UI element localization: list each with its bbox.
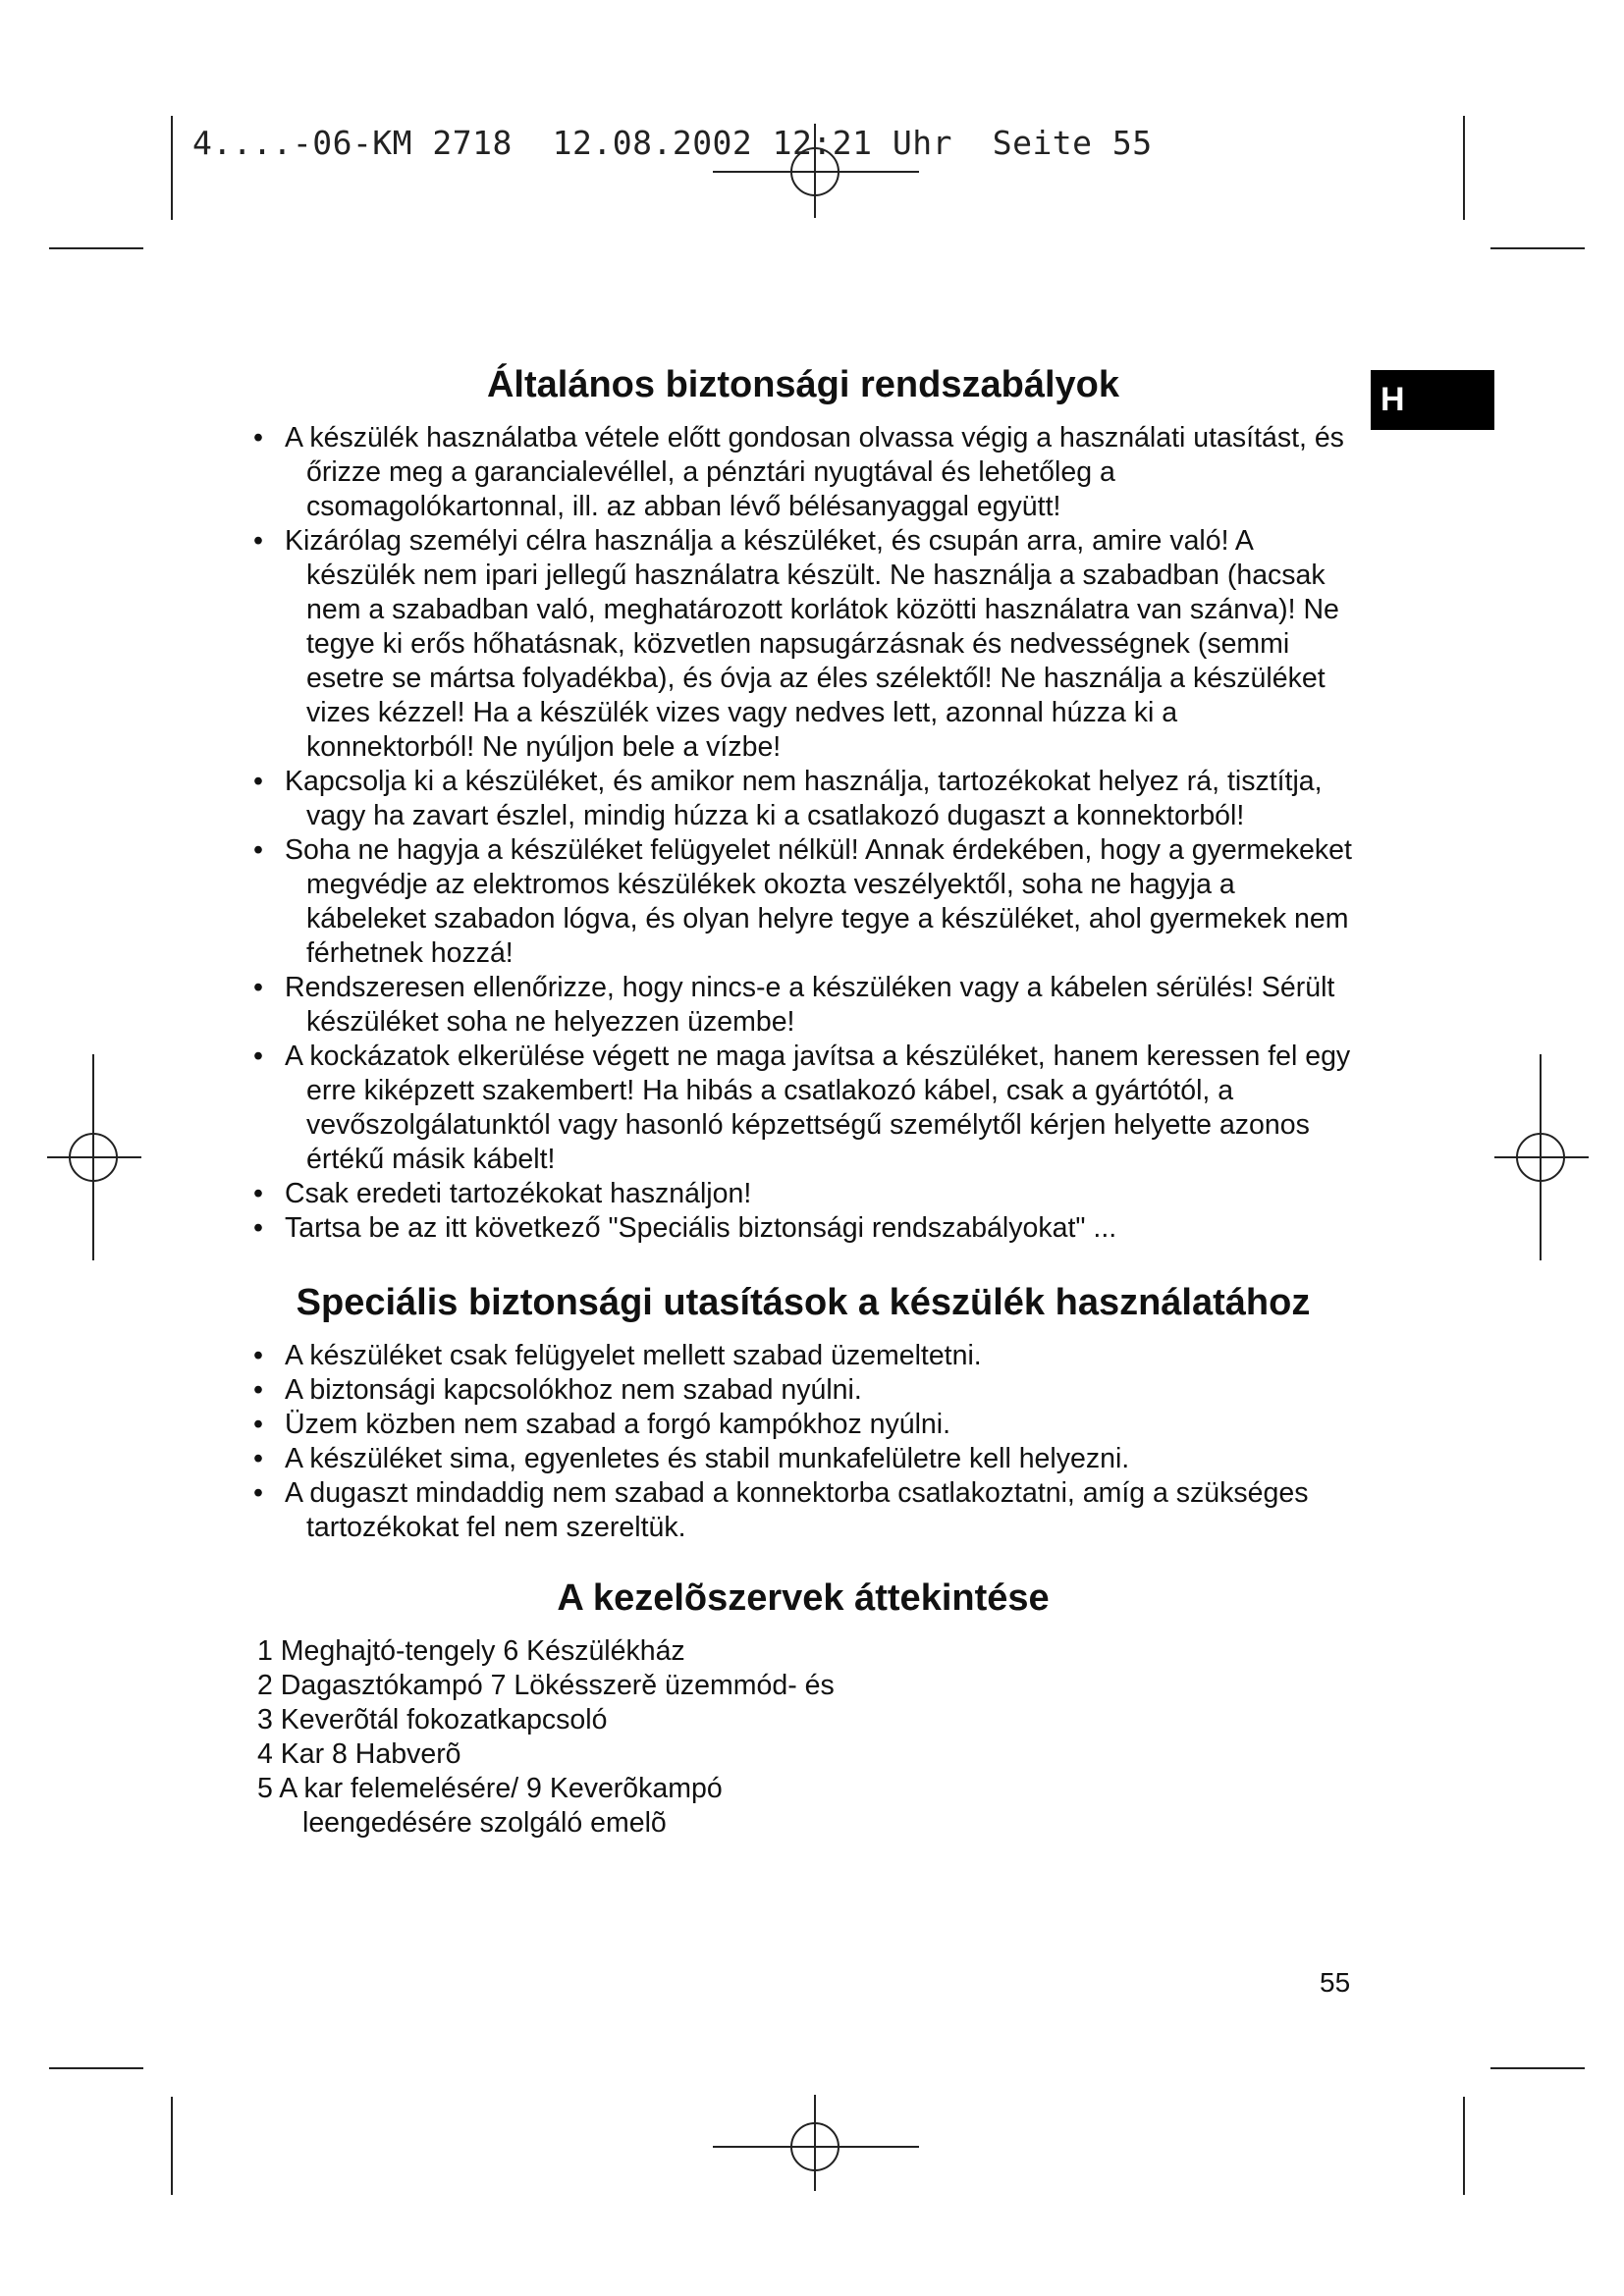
- crop-mark-bottom-left-vertical: [171, 2097, 173, 2195]
- list-item: 3 Keverõtál fokozatkapcsoló: [257, 1704, 608, 1735]
- section-title-controls-overview: A kezelõszervek áttekintése: [557, 1577, 1050, 1619]
- printer-slug-line: 4....-06-KM 2718 12.08.2002 12:21 Uhr Seite 55: [192, 124, 1153, 162]
- list-item: • A kockázatok elkerülése végett ne maga javítsa a készüléket, hanem keressen fel egy erre kiképzett szakembert! Ha hibás a csatlakozó kábel, csak a gyártótól, a vevőszolgálatunktól vagy hasonló képzettségű személytől kérjen helyette azonos értékű másik kábelt!: [253, 1041, 1351, 1175]
- list-item: • A készüléket csak felügyelet mellett szabad üzemeltetni.: [253, 1340, 982, 1371]
- crop-mark-top-left-vertical: [171, 116, 173, 220]
- crop-mark-bottom-right-vertical: [1463, 2097, 1465, 2195]
- list-item: • Kizárólag személyi célra használja a készüléket, és csupán arra, amire való! A készülék nem ipari jellegű használatra készült. Ne használja a szabadban (hacsak nem a szabadban való, meghatározott korlátok közötti használatra van szánva)! Ne tegye ki erős hőhatásnak, közvetlen napsugárzásnak és nedvességnek (semmi esetre se mártsa folyadékba), és óvja az éles szélektől! Ne használja a készüléket vizes kézzel! Ha a készülék vizes vagy nedves lett, azonnal húzza ki a konnektorból! Ne nyúljon bele a vízbe!: [253, 525, 1339, 763]
- list-item: • Rendszeresen ellenőrizze, hogy nincs-e a készüléken vagy a kábelen sérülés! Sérült készüléket soha ne helyezzen üzembe!: [253, 972, 1335, 1038]
- list-item: • Csak eredeti tartozékokat használjon!: [253, 1178, 752, 1209]
- language-tab: H: [1371, 370, 1494, 430]
- list-item: • A készüléket sima, egyenletes és stabil munkafelületre kell helyezni.: [253, 1443, 1130, 1474]
- list-item: 1 Meghajtó-tengely 6 Készülékház: [257, 1635, 685, 1667]
- special-safety-list: [253, 1339, 1353, 1545]
- list-item: • Üzem közben nem szabad a forgó kampókhoz nyúlni.: [253, 1409, 951, 1440]
- section-title-special-safety: Speciális biztonsági utasítások a készülék használatához: [296, 1282, 1311, 1323]
- controls-list: [253, 1634, 1353, 1841]
- page-number: 55: [1320, 1967, 1351, 1998]
- list-item: • Soha ne hagyja a készüléket felügyelet nélkül! Annak érdekében, hogy a gyermekeket megvédje az elektromos készülékek okozta veszélyektől, soha ne hagyja a kábeleket szabadon lógva, és olyan helyre tegye a készüléket, ahol gyermekek nem férhetnek hozzá!: [253, 834, 1352, 969]
- crop-mark-bottom-right-horizontal: [1490, 2067, 1585, 2069]
- list-item: • Tartsa be az itt következő "Speciális biztonsági rendszabályokat" ...: [253, 1212, 1117, 1244]
- list-item: • A dugaszt mindaddig nem szabad a konnektorba csatlakoztatni, amíg a szükséges tartozékokat fel nem szereltük.: [253, 1477, 1309, 1543]
- section-title-general-safety: Általános biztonsági rendszabályok: [486, 364, 1120, 405]
- list-item: leengedésére szolgáló emelõ: [302, 1807, 667, 1839]
- general-safety-list: [253, 421, 1353, 1246]
- list-item: • Kapcsolja ki a készüléket, és amikor nem használja, tartozékokat helyez rá, tisztítja, vagy ha zavart észlel, mindig húzza ki a csatlakozó dugaszt a konnektorból!: [253, 766, 1323, 831]
- registration-mark-right-circle: [1516, 1133, 1565, 1182]
- crop-mark-bottom-left-horizontal: [49, 2067, 143, 2069]
- list-item: 4 Kar 8 Habverõ: [257, 1738, 461, 1770]
- list-item: 5 A kar felemelésére/ 9 Keverõkampó: [257, 1773, 723, 1804]
- page-content: [253, 363, 1353, 1841]
- crop-mark-top-left-horizontal: [49, 247, 143, 249]
- list-item: • A készülék használatba vétele előtt gondosan olvassa végig a használati utasítást, és őrizze meg a garancialevéllel, a pénztári nyugtával és lehetőleg a csomagolókartonnal, ill. az abban lévő bélésanyaggal együtt!: [253, 422, 1344, 522]
- crop-mark-top-right-horizontal: [1490, 247, 1585, 249]
- list-item: • A biztonsági kapcsolókhoz nem szabad nyúlni.: [253, 1374, 862, 1406]
- crop-mark-top-right-vertical: [1463, 116, 1465, 220]
- registration-mark-left-circle: [69, 1133, 118, 1182]
- list-item: 2 Dagasztókampó 7 Lökésszerě üzemmód- és: [257, 1670, 835, 1701]
- registration-mark-bottom-circle: [790, 2122, 839, 2171]
